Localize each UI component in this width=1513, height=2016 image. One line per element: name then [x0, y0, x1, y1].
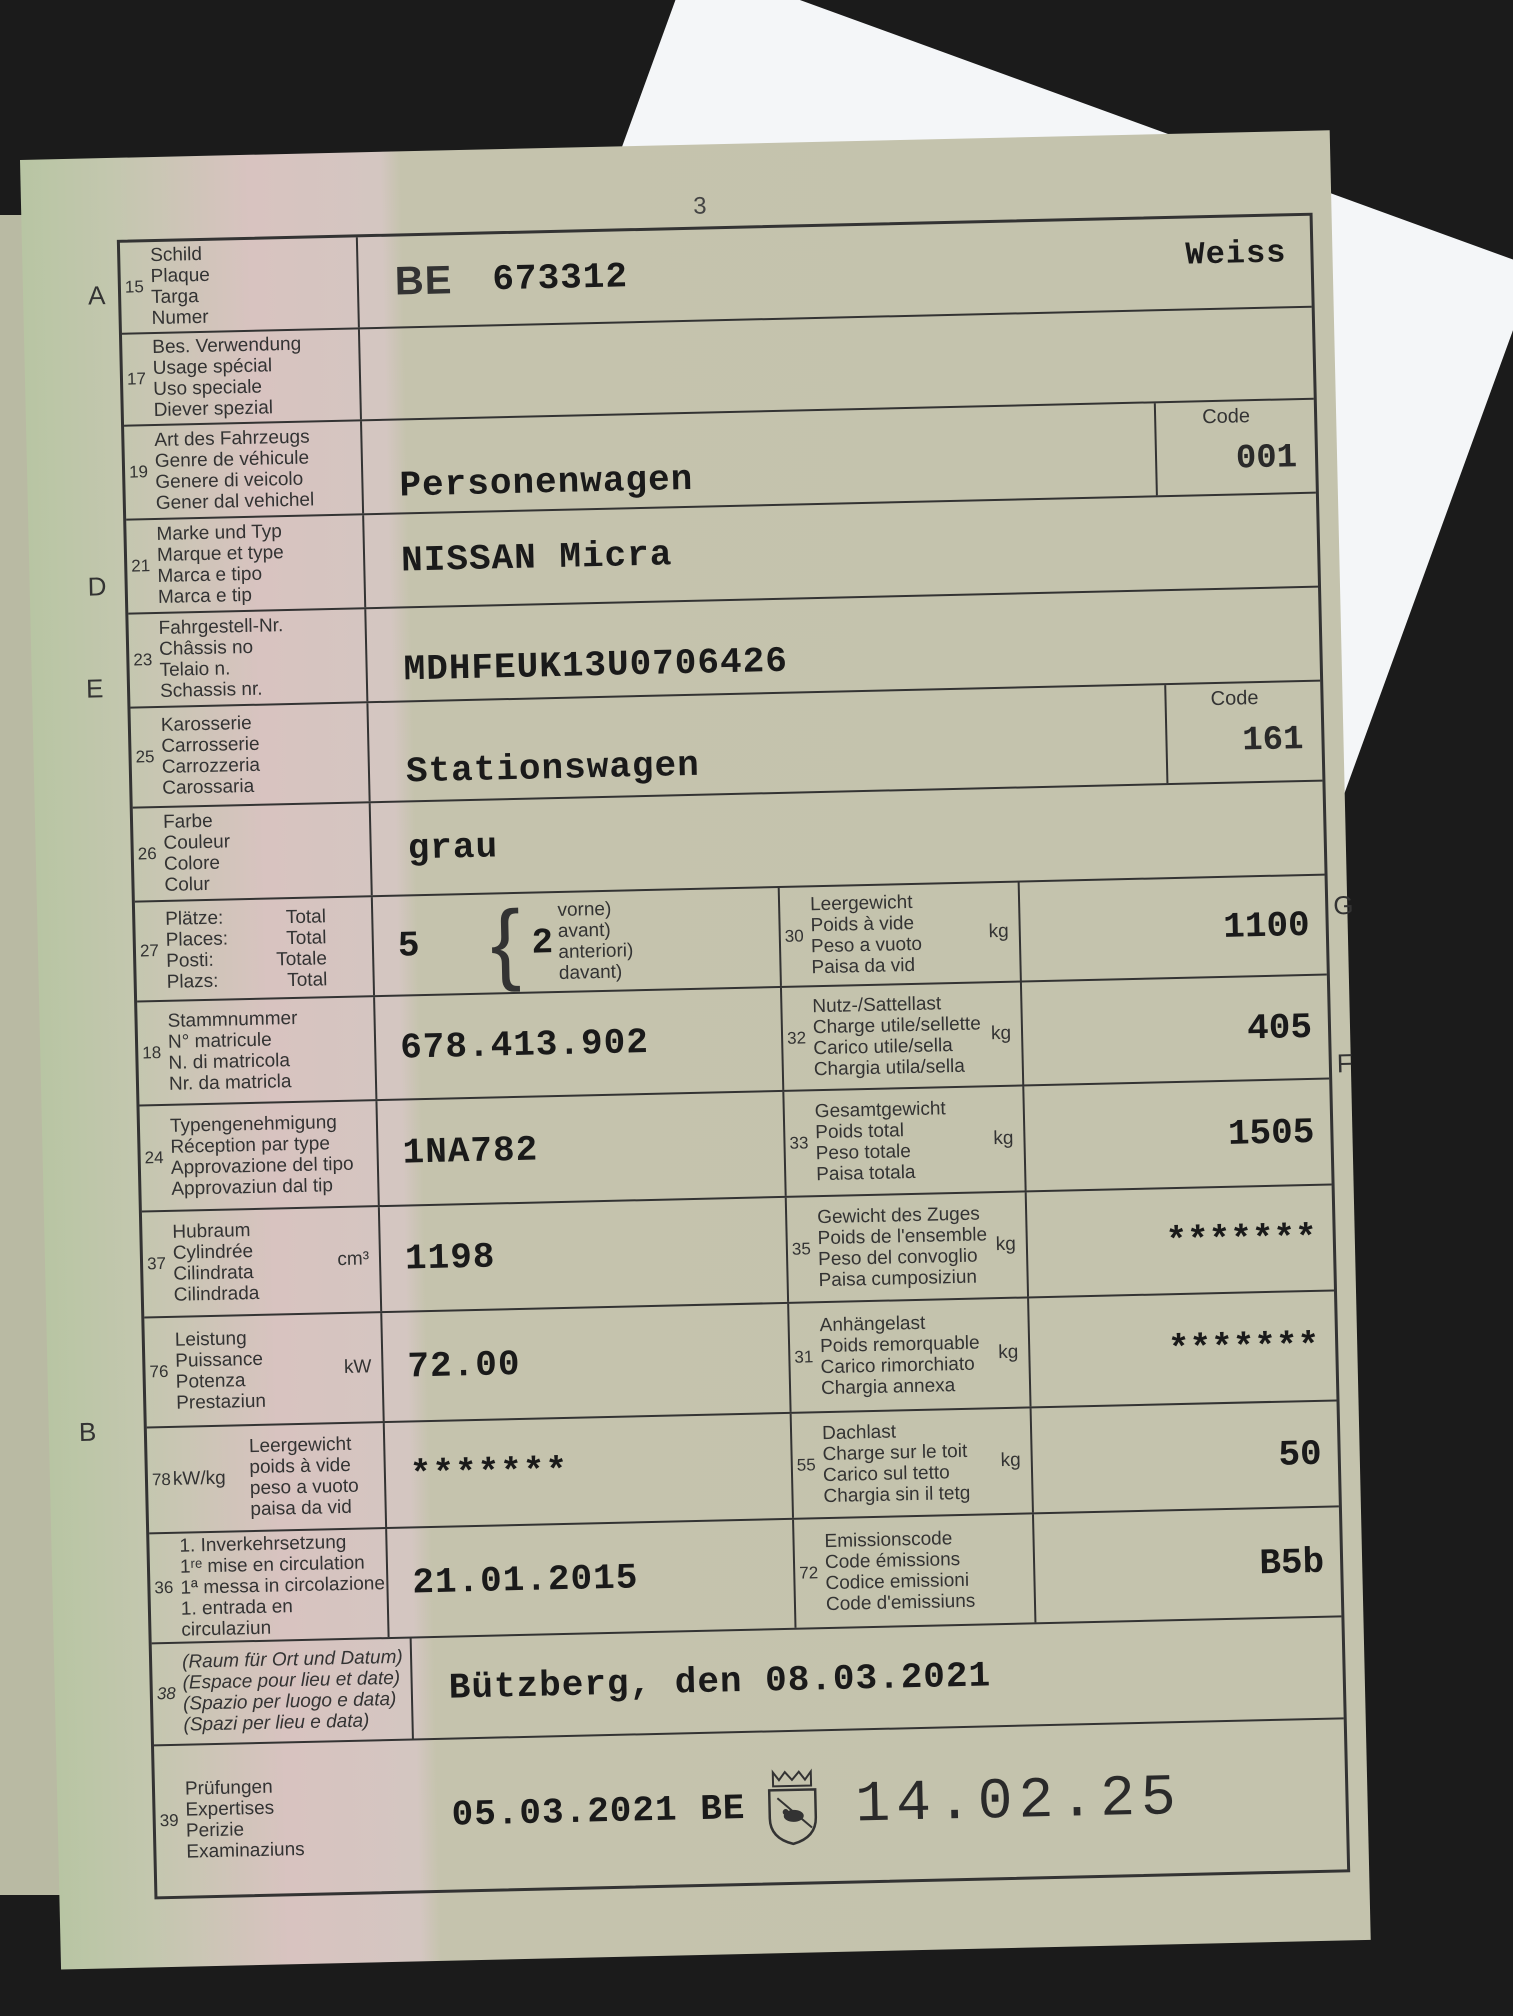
row-power-weight-roof-load: 78 kW/kg Leergewicht poids à vide peso a vuoto paisa da vid ******* 55 Dachlast Charge sur le toit Carico sul tetto Chargia sin il tetg kg 50 [147, 1401, 1339, 1534]
vehicle-type-code: Code 001 [1154, 400, 1316, 496]
row-matriculation-payload: 18 Stammnummer N° matricule N. di matricola Nr. da matricla 678.413.902 32 Nutz-/Sattellast Charge utile/sellette Carico utile/sella Chargia utila/sella kg 405 [137, 976, 1329, 1107]
next-inspection-stamp: 14.02.25 [854, 1765, 1183, 1838]
row-chassis: 23 Fahrgestell-Nr. Châssis no Telaio n. Schassis nr. MDHFEUK13U0706426 [128, 588, 1320, 709]
empty-weight-value: 1100 [1222, 904, 1311, 948]
row-vehicle-type: 19 Art des Fahrzeugs Genre de véhicule Genere di veicolo Gener dal vehichel Personenwagen Code 001 [124, 400, 1316, 521]
displacement-value: 1198 [404, 1236, 496, 1280]
row-special-use: 17 Bes. Verwendung Usage spécial Uso speciale Diever spezial [122, 308, 1314, 427]
row-make-model: 21 Marke und Typ Marque et type Marca e tipo Marca e tip NISSAN Micra [126, 494, 1318, 615]
registration-table [117, 213, 1350, 1900]
letter-d: D [87, 571, 107, 602]
canton-code: BE [394, 257, 453, 304]
body-value: Stationswagen [405, 744, 701, 793]
row-body: 25 Karosserie Carrosserie Carrozzeria Carossaria Stationswagen Code 161 [130, 682, 1322, 809]
make-model-value: NISSAN Micra [400, 533, 673, 581]
seats-total: 5 [397, 924, 421, 967]
row-place-date: 38 (Raum für Ort und Datum) (Espace pour lieu et date) (Spazio per luogo e data) (Spazi per lieu e data) Bützberg, den 08.03.2021 [152, 1617, 1344, 1746]
letter-g: G [1332, 889, 1354, 921]
row-displacement-train-weight: 37 Hubraum Cylindrée Cilindrata Cilindrada cm³ 1198 35 Gewicht des Zuges Poids de l'ensemble Peso del convoglio Paisa cumposiziun kg ******* [142, 1186, 1334, 1319]
bern-coat-of-arms-icon [765, 1767, 821, 1846]
inspections-value [414, 1719, 1347, 1890]
vehicle-registration-document [20, 130, 1371, 1969]
page-number: 3 [692, 192, 707, 220]
first-registration-value: 21.01.2015 [411, 1556, 639, 1603]
power-weight-value: ******* [409, 1450, 569, 1495]
emission-code-value: B5b [1258, 1541, 1325, 1584]
roof-load-value: 50 [1278, 1433, 1323, 1476]
payload-value: 405 [1246, 1006, 1313, 1049]
letter-b: B [78, 1416, 97, 1447]
row-approval-total-weight: 24 Typengenehmigung Réception par type Approvazione del tipo Approvaziun dal tip 1NA782 33 Gesamtgewicht Poids total Peso totale Paisa totala kg 1505 [140, 1080, 1332, 1213]
seats-value: 5 { 2 vorne) avant) anteriori) davant) [397, 892, 634, 994]
train-weight-value: ******* [1165, 1217, 1318, 1262]
letter-a: A [87, 280, 106, 311]
row-color: 26 Farbe Couleur Colore Colur grau [133, 782, 1325, 903]
body-code: Code 161 [1164, 682, 1322, 784]
row-first-registration-emission: 36 1. Inverkehrsetzung 1ʳᵉ mise en circulation 1ª messa in circolazione 1. entrada en circulaziun 21.01.2015 72 Emissionscode Code émissions Codice emissioni Code d'emissiuns B5b [149, 1507, 1341, 1644]
place-date-value: Bützberg, den 08.03.2021 [448, 1654, 992, 1709]
trailer-load-value: ******* [1167, 1325, 1320, 1370]
row-power-trailer-load: 76 Leistung Puissance Potenza Prestaziun kW 72.00 31 Anhängelast Poids remorquable Carico rimorchiato Chargia annexa kg ******* [144, 1291, 1336, 1428]
plate-label: 15 Schild Plaque Targa Numer [120, 237, 360, 332]
seats-front: 2 [531, 921, 555, 964]
color-value: grau [407, 825, 499, 869]
chassis-value: MDHFEUK13U0706426 [403, 640, 789, 691]
vehicle-type-value: Personenwagen [399, 458, 694, 507]
plate-number: 673312 [491, 255, 629, 300]
total-weight-value: 1505 [1227, 1111, 1315, 1155]
row-seats-empty-weight: 27 Plätze: Places: Posti: Plazs: Total Total Totale Total 5 { 2 vorne) avant) anteriori) davant) 30 Leergewicht Poids à vide Peso a vuoto Paisa da vid kg 1100 [135, 876, 1327, 1003]
power-value: 72.00 [407, 1343, 521, 1388]
plate-color: Weiss [1185, 234, 1287, 274]
matriculation-value: 678.413.902 [399, 1021, 650, 1069]
letter-f: F [1336, 1048, 1354, 1079]
letter-e: E [85, 673, 104, 704]
row-inspections: 39 Prüfungen Expertises Perizie Examinaziuns 05.03.2021 BE 14.02.25 [154, 1719, 1347, 1896]
type-approval-value: 1NA782 [402, 1129, 539, 1174]
inspection-date: 05.03.2021 BE [451, 1787, 746, 1836]
